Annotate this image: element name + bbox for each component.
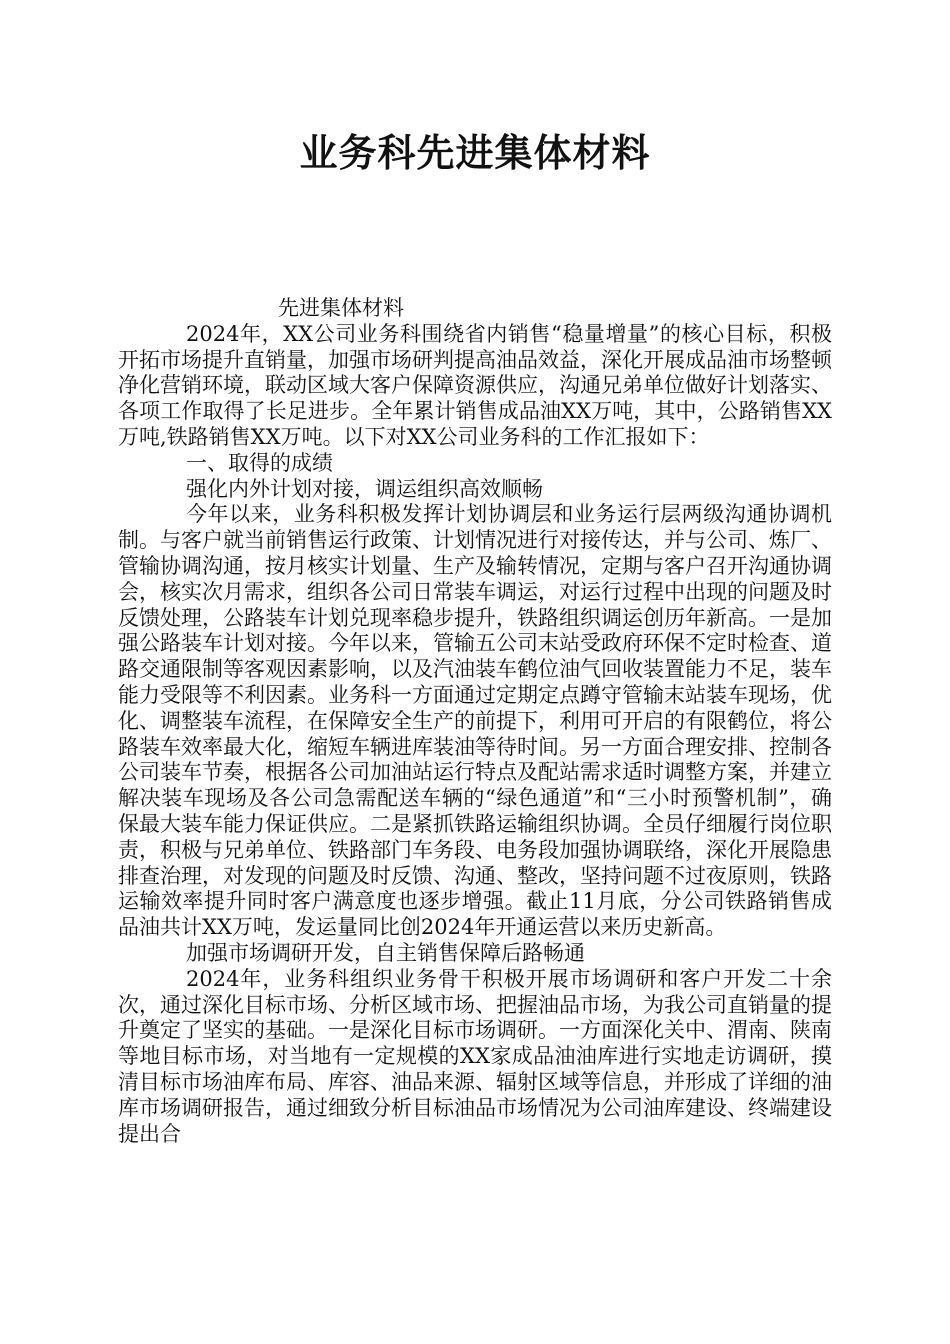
subheading-plan-coordination: 强化内外计划对接，调运组织高效顺畅 <box>186 476 543 501</box>
document-title: 业务科先进集体材料 <box>299 131 651 175</box>
section-heading-achievements: 一、取得的成绩 <box>186 450 333 475</box>
paragraph-intro: 2024年，XX公司业务科围绕省内销售“稳量增量”的核心目标，积极开拓市场提升直销量，加强市场研判提高油品效益，深化开展成品油市场整顿净化营销环境，联动区域大客户保障资源供应，沟通兄弟单位做好计划落实、各项工作取得了长足进步。全年累计销售成品油XX万吨，其中，公路销售XX万吨,铁路销售XX万吨。以下对XX公司业务科的工作汇报如下： <box>118 321 832 449</box>
document-subtitle: 先进集体材料 <box>278 296 404 320</box>
subheading-market-research: 加强市场调研开发，自主销售保障后路畅通 <box>186 940 585 965</box>
paragraph-plan-coordination: 今年以来，业务科积极发挥计划协调层和业务运行层两级沟通协调机制。与客户就当前销售运行政策、计划情况进行对接传达，并与公司、炼厂、管输协调沟通，按月核实计划量、生产及输转情况，定期与客户召开沟通协调会，核实次月需求，组织各公司日常装车调运，对运行过程中出现的问题及时反馈处理，公路装车计划兑现率稳步提升，铁路组织调运创历年新高。一是加强公路装车计划对接。今年以来，管输五公司末站受政府环保不定时检查、道路交通限制等客观因素影响，以及汽油装车鹤位油气回收装置能力不足，装车能力受限等不利因素。业务科一方面通过定期定点蹲守管输末站装车现场，优化、调整装车流程，在保障安全生产的前提下，利用可开启的有限鹤位，将公路装车效率最大化，缩短车辆进库装油等待时间。另一方面合理安排、控制各公司装车节奏，根据各公司加油站运行特点及配站需求适时调整方案，并建立解决装车现场及各公司急需配送车辆的“绿色通道”和“三小时预警机制”，确保最大装车能力保证供应。二是紧抓铁路运输组织协调。全员仔细履行岗位职责，积极与兄弟单位、铁路部门车务段、电务段加强协调联络，深化开展隐患排查治理，对发现的问题及时反馈、沟通、整改，坚持问题不过夜原则，铁路运输效率提升同时客户满意度也逐步增强。截止11月底，分公司铁路销售成品油共计XX万吨，发运量同比创2024年开通运营以来历史新高。 <box>118 502 832 940</box>
paragraph-market-research: 2024年，业务科组织业务骨干积极开展市场调研和客户开发二十余次，通过深化目标市场、分析区域市场、把握油品市场，为我公司直销量的提升奠定了坚实的基础。一是深化目标市场调研。一方面深化关中、渭南、陕南等地目标市场，对当地有一定规模的XX家成品油油库进行实地走访调研，摸清目标市场油库布局、库容、油品来源、辐射区域等信息，并形成了详细的油库市场调研报告，通过细致分析目标油品市场情况为公司油库建设、终端建设提出合 <box>118 966 832 1146</box>
document-body <box>118 296 832 1147</box>
